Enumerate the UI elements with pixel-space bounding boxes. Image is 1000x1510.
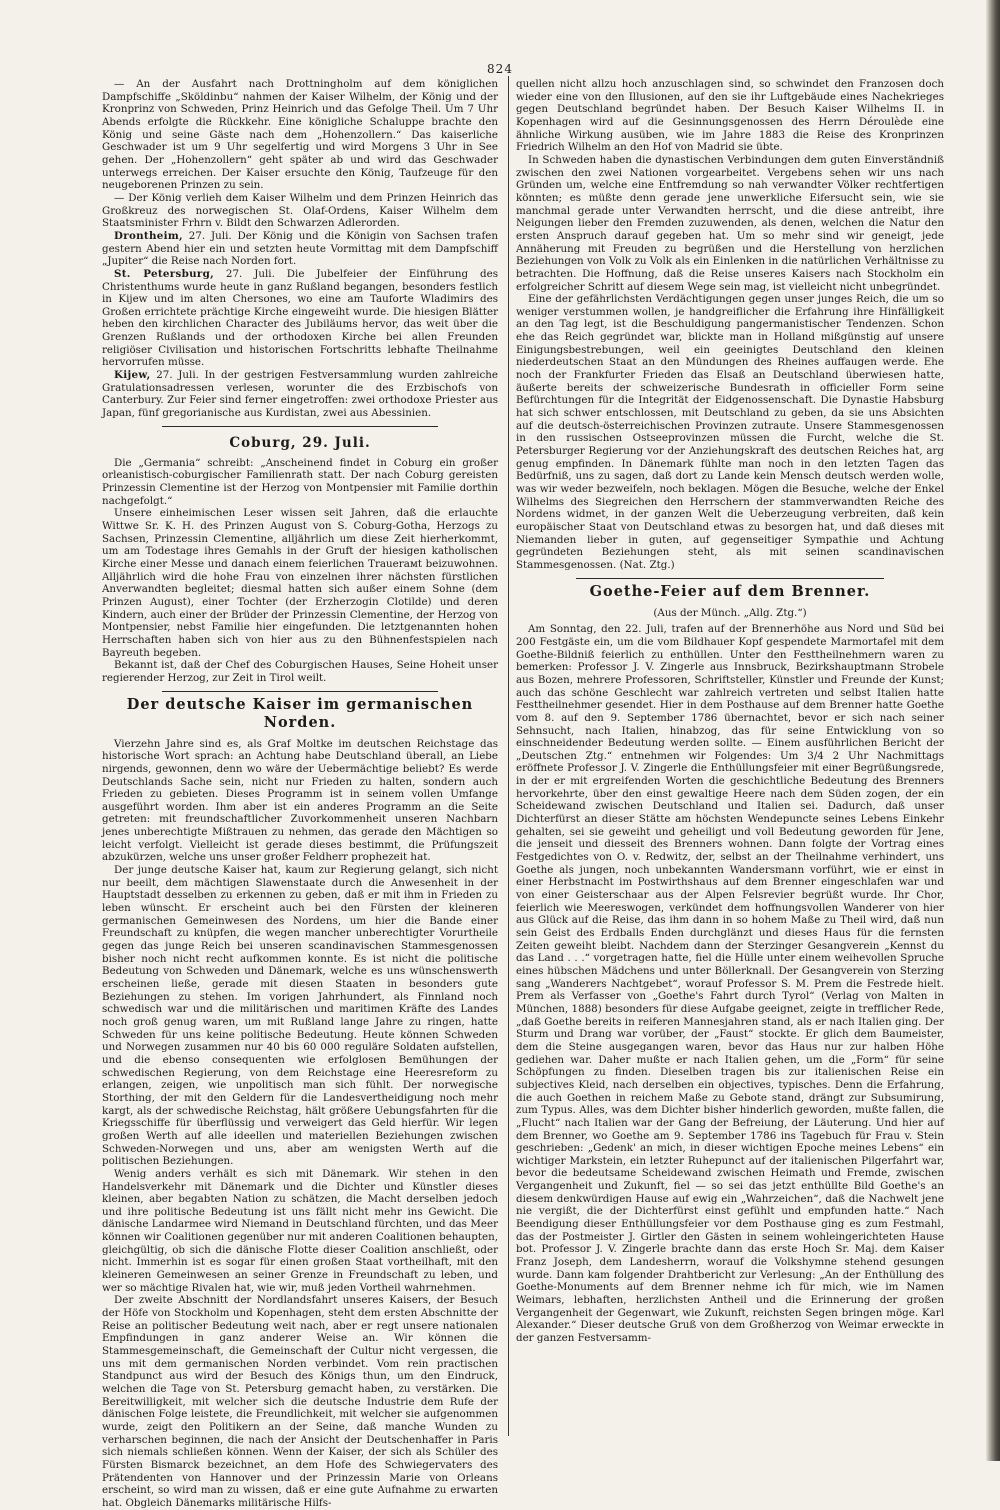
right-column xyxy=(516,78,944,1440)
article-paragraph: Eine der gefährlichsten Verdächtigungen gegen unser junges Reich, die um so weniger verstummen wollen, je handgreiflicher die Erfahrung ihre Hinfälligkeit an den Tag legt, ist die Beschuldigung pangermanistischer Tendenzen. Schon ehe das Reich gegründet war, blickte man in Holland mißgünstig auf unsere Einigungsbestrebungen, weil ein geeinigtes Deutschland den kleinen niederdeutschen Staat an den Mündungen des Rheines auffaugen werde. Ehe noch der Frankfurter Frieden das Elsaß an Deutschland überwiesen hatte, äußerte bereits der schweizerische Bundesrath in officieller Form seine Befürchtungen für die Integrität der Eidgenossenschaft. Die Dynastie Habsburg hat sich schwer entschlossen, mit Deutschland zu geben, da sie uns Absichten auf die deutsch-österreichischen Provinzen zutraute. Unsere Stammesgenossen in den russischen Ostseeprovinzen müssen die Furcht, welche die St. Petersburger Regierung vor der Anziehungskraft des deutschen Reiches hat, arg genug empfinden. In Dänemark fühlte man noch in den letzten Tagen das Bedürfniß, uns zu sagen, daß dort zu Lande kein Mensch deutsch werden wolle, was wir weder bezweifeln, noch beklagen. Mögen die Besuche, welche der Enkel Wilhelms des Siegreichen den Herrschern der stammverwandten Reiche des Nordens widmet, in der ganzen Welt die Ueberzeugung verbreiten, daß kein europäischer Staat von Deutschland etwas zu besorgen hat, und daß dieses mit Niemanden lieber in guten, auf gegenseitiger Sympathie und Achtung gegründeten Beziehungen steht, als mit seinen scandinavischen Stammesgenossen. (Nat. Ztg.) xyxy=(516,293,944,571)
news-paragraph: Bekannt ist, daß der Chef des Coburgischen Hauses, Seine Hoheit unser regierender Herzog, zur Zeit in Tirol weilt. xyxy=(102,659,498,684)
news-text: 27. Juli. Der König und die Königin von Sachsen trafen gestern Abend hier ein und setzten heute Vormittag mit dem Dampfschiff „Jupiter“ die Reise nach Norden fort. xyxy=(102,229,498,268)
dateline: Drontheim, xyxy=(114,229,183,242)
news-paragraph: Die „Germania“ schreibt: „Anscheinend findet in Coburg ein großer orleanistisch-coburgischer Familienrath statt. Der nach Coburg gereisten Prinzessin Clementine ist der Herzog von Montpensier mit Familie dorthin nachgefolgt.“ xyxy=(102,456,498,507)
section-heading-coburg: Coburg, 29. Juli. xyxy=(229,434,371,451)
left-column xyxy=(102,78,498,1509)
article-paragraph: Am Sonntag, den 22. Juli, trafen auf der Brennerhöhe aus Nord und Süd bei 200 Festgäste ein, um die vom Bildhauer Kopf gespendete Marmortafel mit dem Goethe-Bildniß feierlich zu enthüllen. Unter den Festtheilnehmern waren zu bemerken: Professor J. V. Zingerle aus Innsbruck, Bezirkshauptmann Strobele aus Bozen, mehrere Professoren, Schriftsteller, Künstler und Freunde der Kunst; auch das schöne Geschlecht war zahlreich vertreten und selbst Italien hatte Festtheilnehmer gesendet. Hier in dem Posthause auf dem Brenner hatte Goethe vom 8. auf den 9. September 1786 übernachtet, bevor er sich nach seiner Sehnsucht, nach Italien, hinabzog, das für seine Entwicklung von so einschneidender Bedeutung werden sollte. — Einem ausführlichen Bericht der „Deutschen Ztg.“ entnehmen wir Folgendes: Um 3/4 2 Uhr Nachmittags eröffnete Professor J. V. Zingerle die Enthüllungsfeier mit einer Begrüßungsrede, in der er mit ergreifenden Worten die geschichtliche Bedeutung des Brenners hervorkehrte, über den einst gewaltige Heere nach dem Süden zogen, der ein Scheidewand zwischen Deutschland und Italien sei. Dadurch, daß unser Dichterfürst an dieser Stätte am höchsten Wendepuncte seines Lebens Einkehr gehalten, sei sie geweiht und geheiligt und voll Bedeutung geworden für Jene, die jenseit und diesseit des Brenners wohnen. Dann folgte der Vortrag eines Festgedichtes von O. v. Redwitz, der, selbst an der Theilnahme verhindert, uns Goethe als jungen, noch unbekannten Wandersmann vorführt, wie er einst in einer Herbstnacht im Postwirthshaus auf dem Brenner eingeschlafen war und von einer Geisterschaar aus der Alpen Felsrevier begrüßt wurde. Ihr Chor, feierlich wie Meereswogen, verkündet dem hoffnungsvollen Wanderer von hier aus Glück auf die Reise, das ihm dann in so hohem Maße zu Theil wird, daß nun sein Geist des Erdballs Enden durchglänzt und dieses Haus für die fernsten Zeiten geweiht bleibt. Nachdem dann der Sterzinger Gesangverein „Kennst du das Land . . .“ vorgetragen hatte, fiel die Hülle unter einem weihevollen Spruche eines hübschen Mädchens und unter Böllerknall. Der Gesangverein von Sterzing sang „Wanderers Nachtgebet“, worauf Professor S. M. Prem die Festrede hielt. Prem als Verfasser von „Goethe's Fahrt durch Tyrol“ (Verlag von Malten in München, 1888) besonders für diese Aufgabe geeignet, zeigte in trefflicher Rede, „daß Goethe bereits in reiferen Mannesjahren stand, als er nach Italien ging. Der Sturm und Drang war vorüber, der „Faust“ stockte. Er glich dem Baumeister, dem die Steine ausgegangen waren, bevor das Haus nur zur halben Höhe gediehen war. Daher mußte er nach Italien gehen, um die „Form“ für seine Schöpfungen zu finden. Dieselben tragen bis zur italienischen Reise ein subjectives Kleid, nach derselben ein objectives, typisches. Denn die Erfahrung, die auch Goethen in reichem Maße zu Gebote stand, drängt zur Subsumirung, zum Typus. Alles, was dem Dichter bisher hinderlich geworden, mußte fallen, die „Flucht“ nach Italien war der Gang der Befreiung, der Läuterung. Und hier auf dem Brenner, wo Goethe am 9. September 1786 ins Tagebuch für Frau v. Stein geschrieben: „Gedenk' an mich, in dieser wichtigen Epoche meines Lebens“ ein wichtiger Markstein, ein letzter Ruhepunct auf der italienischen Pilgerfahrt war, bevor die bedeutsame Scheidewand zwischen Heimath und Fremde, zwischen Vergangenheit und Zukunft, fiel — so sei das jetzt enthüllte Bild Goethe's an diesem denkwürdigen Hause auf ewig ein „Wahrzeichen“, daß die Nachwelt jene nie vergißt, die der Dichterfürst einst gefühlt und empfunden hatte.“ Nach Beendigung dieser Enthüllungsfeier vor dem Posthause ging es zum Festmahl, das der Postmeister J. Girtler den Gästen in seinem wohleingerichteten Hause bot. Professor J. V. Zingerle brachte dann das erste Hoch Sr. Maj. dem Kaiser Franz Joseph, dem Landesherrn, worauf die Volkshymne stehend gesungen wurde. Dann kam folgender Drahtbericht zur Verlesung: „An der Enthüllung des Goethe-Monuments auf dem Brenner nehme ich für mich, wie im Namen Weimars, lebhaften, herzlichsten Antheil und die Erinnerung der großen Vergangenheit der Gegenwart, wie Zukunft, reichsten Segen bringen möge. Karl Alexander.“ Dieser deutsche Gruß von dem Großherzog von Weimar erweckte in der ganzen Festversamm- xyxy=(516,623,944,1344)
article-paragraph: Vierzehn Jahre sind es, als Graf Moltke im deutschen Reichstage das historische Wort sprach: an Achtung habe Deutschland überall, an Liebe nirgends, gewonnen, denn wo wäre der Uebermächtige beliebt? Es werde Deutschlands Sache sein, nicht nur Frieden zu halten, sondern auch Frieden zu gebieten. Dieses Programm ist in seinem vollen Umfange ausgeführt worden. Ihm aber ist ein anderes Programm an die Seite getreten: mit freundschaftlicher Zuvorkommenheit unseren Nachbarn jenes unberechtigte Mißtrauen zu nehmen, das gerade den Mächtigen so leicht verfolgt. Vielleicht ist gerade dieses bestimmt, die Prüfungszeit abzukürzen, welche uns unser großer Feldherr prophezeit hat. xyxy=(102,737,498,864)
section-rule xyxy=(576,578,884,579)
news-paragraph: — An der Ausfahrt nach Drottningholm auf dem königlichen Dampfschiffe „Sköldinbu“ nahmen der Kaiser Wilhelm, der König und der Kronprinz von Schweden, Prinz Heinrich und das Gefolge Theil. Um 7 Uhr Abends erfolgte die Rückkehr. Eine königliche Schaluppe brachte den König und seine Gäste nach dem „Hohenzollern.“ Das kaiserliche Geschwader ist um 9 Uhr segelfertig und wird Morgens 3 Uhr in See gehen. Der „Hohenzollern“ geht später ab und wird das Geschwader unterwegs erreichen. Der Kaiser ersuchte den König, Taufzeuge für den neugeborenen Prinzen zu sein. xyxy=(102,78,498,192)
article-heading-kaiser: Der deutsche Kaiser im germanischen Norden. xyxy=(126,695,474,731)
dateline: Kijew, xyxy=(114,369,151,382)
section-rule xyxy=(162,426,438,427)
article-paragraph: Der zweite Abschnitt der Nordlandsfahrt unseres Kaisers, der Besuch der Höfe von Stockholm und Kopenhagen, steht dem ersten Abschnitte der Reise an politischer Bedeutung weit nach, aber er regt unsere nationalen Empfindungen in ganz anderer Weise an. Wir können die Stammesgemeinschaft, die Gemeinschaft der Cultur nicht vergessen, die uns mit dem germanischen Norden verbindet. Vom rein practischen Standpunct aus wird der Besuch des Königs thun, um den Eindruck, welchen die Tage von St. Petersburg gemacht haben, zu verstärken. Die Bereitwilligkeit, mit welcher sich die deutsche Industrie dem Rufe der dänischen Folge leistete, die Freundlichkeit, mit welcher sie aufgenommen wurde, zeigt den Politikern an der Seine, daß manche Wunden zu verharschen beginnen, die nach der Ansicht der Deutschenhaffer in Paris sich niemals schließen können. Wenn der Kaiser, der sich als Schüler des Fürsten Bismarck bezeichnet, an dem Hofe des Schwiegervaters des Prätendenten von Hannover und der Prinzessin Marie von Orleans erscheint, so wird man zu wissen, daß er eine gute Aufnahme zu erwarten hat. Obgleich Dänemarks militärische Hilfs- xyxy=(102,1294,498,1509)
news-item-drontheim xyxy=(102,230,498,268)
binding-edge-shadow xyxy=(986,0,1000,1461)
news-text: 27. Juli. Die Jubelfeier der Einführung des Christenthums wurde heute in ganz Rußland begangen, besonders festlich in Kijew und im alten Chersones, wo eine am Tauforte Wladimirs des Großen errichtete prächtige Kirche eingeweiht wurde. Die hiesigen Blätter heben den kirchlichen Character des Jubiläums hervor, das weit über die Grenzen Rußlands und der orthodoxen Kirche bei allen Freunden religiöser Civilisation und historischen Fortschritts lebhafte Theilnahme hervorrufen müsse. xyxy=(102,267,498,369)
section-rule xyxy=(162,691,438,692)
news-item-kijew xyxy=(102,369,498,420)
article-paragraph: quellen nicht allzu hoch anzuschlagen sind, so schwindet den Franzosen doch wieder eine von den Illusionen, auf den sie ihr Luftgebäude eines Nachekrieges gegen Deutschland begründet haben. Der Besuch Kaiser Wilhelms II. in Kopenhagen wird auf die Gesinnungsgenossen des Herrn Déroulède eine ähnliche Wirkung ausüben, wie im Jahre 1883 die Reise des Kronprinzen Friedrich Wilhelm an den Hof von Madrid sie übte. xyxy=(516,78,944,154)
news-item-petersburg xyxy=(102,268,498,369)
article-paragraph: In Schweden haben die dynastischen Verbindungen dem guten Einverständniß zwischen den zwei Nationen vorgearbeitet. Vergebens sehen wir uns nach Gründen um, welche eine Entfremdung so nah verwandter Völker rechtfertigen könnten; es müßte denn gerade jene unwerkliche Eifersucht sein, wie sie manchmal gerade unter Verwandten herrscht, und die diese antreibt, ihre Neigungen lieber den Fremden zuzuwenden, als denen, welchen die Natur den ersten Anspruch darauf gegeben hat. Um so mehr sind wir geneigt, jede Annäherung mit Freuden zu begrüßen und die Herstellung von herzlichen Beziehungen von Volk zu Volk als ein Einlenken in die natürlichen Verhältnisse zu betrachten. Die Hoffnung, daß die Reise unseres Kaisers nach Stockholm ein erfolgreicher Schritt auf diesem Wege sein mag, ist vielleicht nicht unbegründet. xyxy=(516,153,944,293)
article-source: (Aus der Münch. „Allg. Ztg.“) xyxy=(653,606,807,619)
news-text: 27. Juli. In der gestrigen Festversammlung wurden zahlreiche Gratulationsadressen verlesen, worunter die des Erzbischofs von Canterbury. Zur Feier sind ferner eingetroffen: zwei orthodoxe Priester aus Japan, fünf gregorianische aus Kurdistan, zwei aus Abessinien. xyxy=(102,369,498,420)
news-paragraph: — Der König verlieh dem Kaiser Wilhelm und dem Prinzen Heinrich das Großkreuz des norwegischen St. Olaf-Ordens, Kaiser Wilhelm dem Staatsminister Frhrn v. Bildt den Schwarzen Adlerorden. xyxy=(102,191,498,230)
news-paragraph: Unsere einheimischen Leser wissen seit Jahren, daß die erlauchte Wittwe Sr. K. H. des Prinzen August von S. Coburg-Gotha, Herzogs zu Sachsen, Prinzessin Clementine, alljährlich um diese Zeit hierherkommt, um am Todestage ihres Gemahls in der Gruft der hiesigen katholischen Kirche einer Messe und danach einem feierlichen Trauerамt beizuwohnen. Alljährlich wird die hohe Frau von einzelnen ihrer nächsten fürstlichen Anverwandten begleitet; diesmal hatten sich außer einem Sohne (dem Prinzen August), einer Tochter (der Erzherzogin Clotilde) und deren Kindern, auch einer der Brüder der Prinzessin Clementine, der Herzog von Montpensier, nebst Familie hier eingefunden. Die letztgenannten hohen Herrschaften haben sich von hier aus zu den Bühnenfestspielen nach Bayreuth begeben. xyxy=(102,507,498,659)
column-divider xyxy=(508,76,509,1436)
page-number: 824 xyxy=(487,62,513,76)
dateline: St. Petersburg, xyxy=(114,267,214,280)
article-paragraph: Wenig anders verhält es sich mit Dänemark. Wir stehen in den Handelsverkehr mit Dänemark und die Dichter und Künstler dieses kleinen, aber begabten Nation zu schätzen, die Macht derselben jedoch und ihre politische Bedeutung ist uns fällt nicht mehr ins Gewicht. Die dänische Landarmee wird Niemand in Deutschland fürchten, und das Meer können wir Coalitionen gegenüber nur mit anderen Coalitionen behaupten, gleichgültig, ob sich die dänische Flotte dieser Coalition anschließt, oder nicht. Immerhin ist es sogar für einen großen Staat vortheilhaft, mit den kleineren Gemeinwesen an seiner Grenze in Freundschaft zu leben, und wer so mächtige Rivalen hat, wie wir, muß jeden Vortheil wahrnehmen. xyxy=(102,1167,498,1294)
article-paragraph: Der junge deutsche Kaiser hat, kaum zur Regierung gelangt, sich nicht nur beeilt, dem mächtigen Slawenstaate durch die Anwesenheit in der Hauptstadt desselben zu erkennen zu geben, daß er mit ihm in Frieden zu leben wünscht. Er erscheint auch bei den Fürsten der kleineren germanischen Gemeinwesen des Nordens, um hier die Bande einer Freundschaft zu knüpfen, die wegen mancher unberechtigter Vorurtheile gegen das junge Reich bei unseren scandinavischen Stammesgenossen bisher noch nicht recht aufkommen konnte. Es ist nicht die politische Bedeutung von Schweden und Dänemark, welche es uns wünschenswerth erscheinen ließe, gerade mit diesen Staaten in besonders gute Beziehungen zu stehen. Im vorigen Jahrhundert, als Finnland noch schwedisch war und die militärischen und maritimen Kräfte des Landes noch groß genug waren, um mit Rußland lange Jahre zu ringen, hatte Schweden für uns keine politische Bedeutung. Heute können Schweden und Norwegen zusammen nur 40 bis 60 000 reguläre Soldaten aufstellen, und die ebenso consequenten wie erfolglosen Bemühungen der schwedischen Regierung, von dem Reichstage eine Heeresreform zu erlangen, zeigen, wie unpolitisch man sich fühlt. Der norwegische Storthing, der mit den Geldern für die Landesvertheidigung noch mehr kargt, als der schwedische Reichstag, hält größere Uebungsfahrten für die Kriegsschiffe für überflüssig und verweigert das Geld hierfür. Wir legen großen Werth auf alle ideellen und materiellen Beziehungen zwischen Schweden-Norwegen und uns, aber am wenigsten Werth auf die politischen Beziehungen. xyxy=(102,864,498,1168)
article-heading-goethe: Goethe-Feier auf dem Brenner. xyxy=(589,582,871,600)
